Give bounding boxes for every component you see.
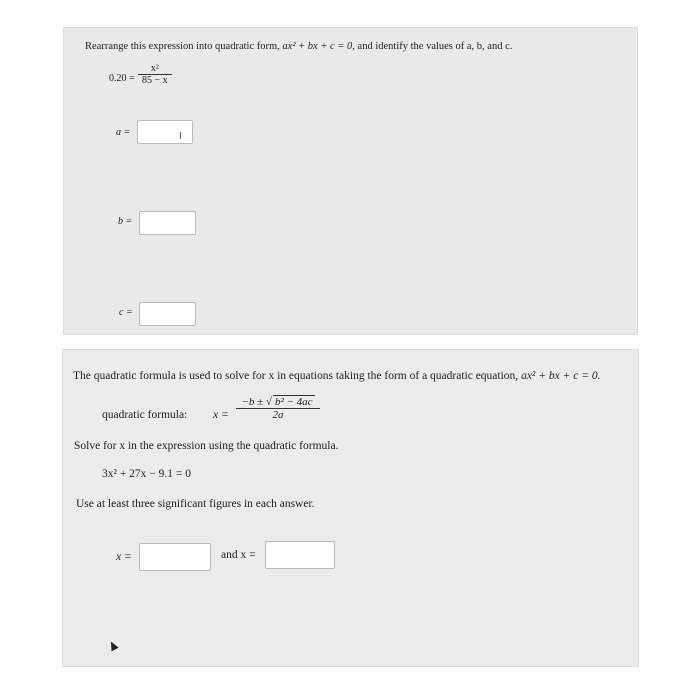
prompt-form: ax² + bx + c = 0: [282, 41, 353, 52]
formula-lhs-text: x =: [213, 409, 229, 421]
question1-prompt: [85, 41, 512, 52]
x1-label-text: x =: [116, 551, 132, 563]
quadratic-formula-fraction: [236, 396, 320, 421]
fraction-denominator: 85 − x: [138, 74, 172, 86]
sigfig-instruction: Use at least three significant figures in each answer.: [76, 498, 315, 510]
formula-lhs: [213, 409, 229, 421]
b-input[interactable]: [139, 211, 196, 235]
a-label-text: a =: [116, 127, 131, 138]
formula-radicand: b² − 4ac: [274, 396, 313, 408]
x1-label: [116, 551, 132, 563]
formula-numerator: [238, 396, 317, 408]
equation-lhs: 0.20 =: [109, 73, 135, 84]
a-input[interactable]: [137, 120, 193, 144]
x1-input[interactable]: [139, 543, 211, 571]
b-label: [118, 216, 132, 227]
prompt-text: Rearrange this expression into quadratic form,: [85, 41, 280, 52]
intro-text: The quadratic formula is used to solve for x in equations taking the form of a quadratic equation,: [73, 370, 519, 382]
text-cursor-icon: I: [179, 131, 182, 142]
a-label: [116, 127, 130, 138]
prompt-tail: , and identify the values of a, b, and c.: [352, 41, 513, 52]
formula-denominator: [236, 408, 320, 421]
quadratic-expression: 3x² + 27x − 9.1 = 0: [102, 468, 192, 480]
c-input[interactable]: [139, 302, 196, 326]
solve-instruction: Solve for x in the expression using the quadratic formula.: [74, 440, 339, 452]
equation-fraction: [138, 63, 172, 86]
formula-den-text: 2a: [272, 409, 284, 421]
x2-label: and x =: [221, 549, 256, 561]
b-label-text: b =: [118, 216, 133, 227]
formula-num-prefix: −b ± √: [241, 396, 272, 408]
question2-intro: [73, 370, 600, 382]
fraction-numerator: x²: [150, 63, 159, 74]
formula-label: quadratic formula:: [102, 409, 188, 421]
intro-form: ax² + bx + c = 0.: [521, 370, 601, 382]
c-label-text: c =: [119, 307, 133, 318]
x2-input[interactable]: [265, 541, 335, 569]
c-label: [119, 307, 133, 318]
